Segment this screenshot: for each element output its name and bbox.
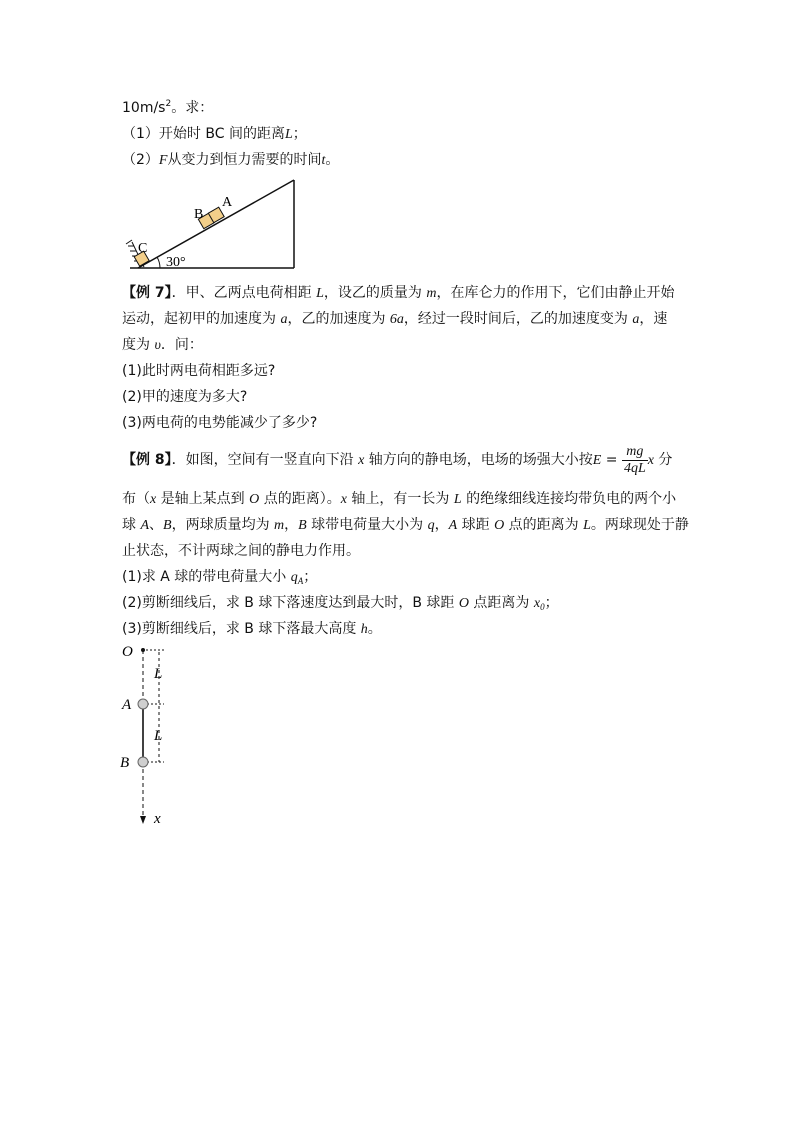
ex7-text: ，设乙的质量为	[323, 285, 427, 301]
ex8-q2-var: O	[458, 596, 469, 611]
intro-q2-end: 。	[325, 152, 340, 168]
ex7-var: a	[632, 312, 640, 327]
formula-numerator: mg	[622, 444, 648, 461]
intro-q1-var: L	[284, 127, 293, 142]
ex8-text: 、	[149, 517, 164, 533]
ex7-var: 6a	[389, 312, 404, 327]
ex8-text: ．如图，空间有一竖直向下沿	[171, 452, 359, 468]
ex8-question-2	[122, 593, 559, 614]
ex7-question-3: (3)两电荷的电势能减少了多少?	[122, 415, 318, 431]
ex8-var: x	[340, 492, 347, 507]
ex8-var: x	[358, 453, 365, 468]
label-l-upper: L	[154, 666, 163, 682]
formula-e: E	[592, 453, 602, 468]
intro-q2-var-t: t	[321, 153, 326, 168]
intro-ask: 。求：	[171, 100, 214, 116]
ex8-var: O	[249, 492, 260, 507]
ex8-q1-end: ；	[303, 569, 318, 585]
ex8-var: O	[494, 518, 505, 533]
intro-q1-text: （1）开始时 BC 间的距离	[122, 126, 285, 142]
ex7-text: ，在库仑力的作用下，它们由静止开始	[436, 285, 675, 301]
ex8-text: ，	[284, 517, 299, 533]
ex7-text: ．问：	[160, 337, 203, 353]
ex8-var: L	[453, 492, 462, 507]
ex8-q2-text: (2)剪断细线后，求 B 球下落速度达到最大时，B 球距	[122, 595, 459, 611]
ex8-line-1	[122, 443, 672, 478]
ex8-text: ，两球质量均为	[171, 517, 275, 533]
axis-figure	[116, 640, 186, 832]
ex8-var: q	[427, 518, 435, 533]
ex8-text: 球	[122, 517, 141, 533]
formula-eq: =	[601, 452, 622, 468]
ex8-question-1	[122, 567, 317, 588]
label-o: O	[122, 644, 133, 660]
ex8-var: A	[448, 518, 458, 533]
label-c: C	[138, 241, 148, 256]
angle-arc	[157, 257, 160, 268]
intro-unit-exp: 2	[165, 99, 172, 109]
ex8-var: B	[163, 518, 172, 533]
ex7-text: 度为	[122, 337, 155, 353]
label-b: B	[194, 207, 204, 222]
ex7-text: ，速	[639, 311, 668, 327]
ex7-var: L	[316, 286, 324, 301]
ex8-line-4: 止状态，不计两球之间的静电力作用。	[122, 543, 360, 559]
ex8-var: m	[274, 518, 285, 533]
ex8-text: 点的距离）。	[259, 491, 341, 507]
ex8-text: 是轴上某点到	[156, 491, 250, 507]
ex8-line-2	[122, 489, 676, 510]
ex7-var: m	[426, 286, 437, 301]
ex8-text: 。两球现处于静	[590, 517, 689, 533]
intro-q2-prefix: （2）	[122, 152, 159, 168]
ex8-var: L	[583, 518, 591, 533]
intro-question-1	[122, 124, 307, 145]
incline-slope	[138, 180, 294, 268]
formula-denominator: 4qL	[623, 460, 646, 476]
ball-b	[138, 757, 148, 767]
label-x-axis: x	[154, 811, 161, 827]
ex7-text: ．甲、乙两点电荷相距	[171, 285, 317, 301]
ex8-q3-text: (3)剪断细线后，求 B 球下落最大高度	[122, 621, 361, 637]
ex7-var: υ	[154, 338, 161, 353]
ex8-text: 点的距离为	[504, 517, 584, 533]
ex7-question-1: (1)此时两电荷相距多远?	[122, 363, 276, 379]
intro-line-1	[122, 98, 213, 118]
ex8-text: ，	[434, 517, 449, 533]
label-a-ball: A	[122, 697, 132, 713]
intro-q2-var-f: F	[158, 153, 168, 168]
formula-fraction	[622, 444, 648, 477]
ex8-q2-end: ；	[544, 595, 559, 611]
ex8-q3-var: h	[360, 622, 368, 637]
ex8-q1-sub: A	[297, 576, 304, 586]
ex7-line-3	[122, 335, 203, 356]
origin-dot	[141, 648, 145, 652]
ex7-tag: 【例 7】	[122, 285, 172, 301]
ex8-line-3	[122, 515, 689, 536]
ex8-text: 的绝缘细线连接均带负电的两个小	[461, 491, 677, 507]
ex8-q3-end: 。	[367, 621, 382, 637]
ex8-text: 布（	[122, 491, 150, 507]
ex7-var: a	[280, 312, 288, 327]
ex8-q1-text: (1)求 A 球的带电荷量大小	[122, 569, 291, 585]
ex8-q1-var: q	[290, 570, 298, 585]
label-b-ball: B	[120, 755, 130, 771]
formula-x: x	[647, 453, 654, 468]
incline-figure	[118, 174, 303, 272]
angle-label: 30°	[166, 255, 186, 270]
ex8-text: 轴上，有一长为	[346, 491, 454, 507]
ex7-text: 运动，起初甲的加速度为	[122, 311, 281, 327]
ex8-text: 分	[653, 452, 673, 468]
ex7-text: ，乙的加速度为	[287, 311, 390, 327]
ball-a	[138, 699, 148, 709]
ex7-line-1	[122, 283, 674, 304]
intro-q1-end: ；	[292, 126, 307, 142]
label-a: A	[222, 195, 233, 210]
ex8-var: A	[140, 518, 150, 533]
label-l-lower: L	[154, 728, 163, 744]
ex7-text: ，经过一段时间后，乙的加速度变为	[403, 311, 633, 327]
ex8-text: 球带电荷量大小为	[306, 517, 428, 533]
ex8-var: B	[298, 518, 307, 533]
ex8-question-3	[122, 619, 382, 640]
ex8-var: x	[150, 492, 157, 507]
ex7-line-2	[122, 309, 667, 330]
ex8-q2-sub: 0	[540, 602, 545, 612]
intro-question-2	[122, 150, 339, 171]
ex8-tag: 【例 8】	[122, 452, 172, 468]
intro-q2-mid: 从变力到恒力需要的时间	[167, 152, 322, 168]
ex8-q2-text: 点距离为	[468, 595, 534, 611]
ex8-text: 球距	[457, 517, 495, 533]
ex8-q2-var: x	[533, 596, 541, 611]
ex8-text: 轴方向的静电场，电场的场强大小按	[364, 452, 593, 468]
intro-unit: 10m/s	[122, 100, 166, 116]
ex7-question-2: (2)甲的速度为多大?	[122, 389, 248, 405]
